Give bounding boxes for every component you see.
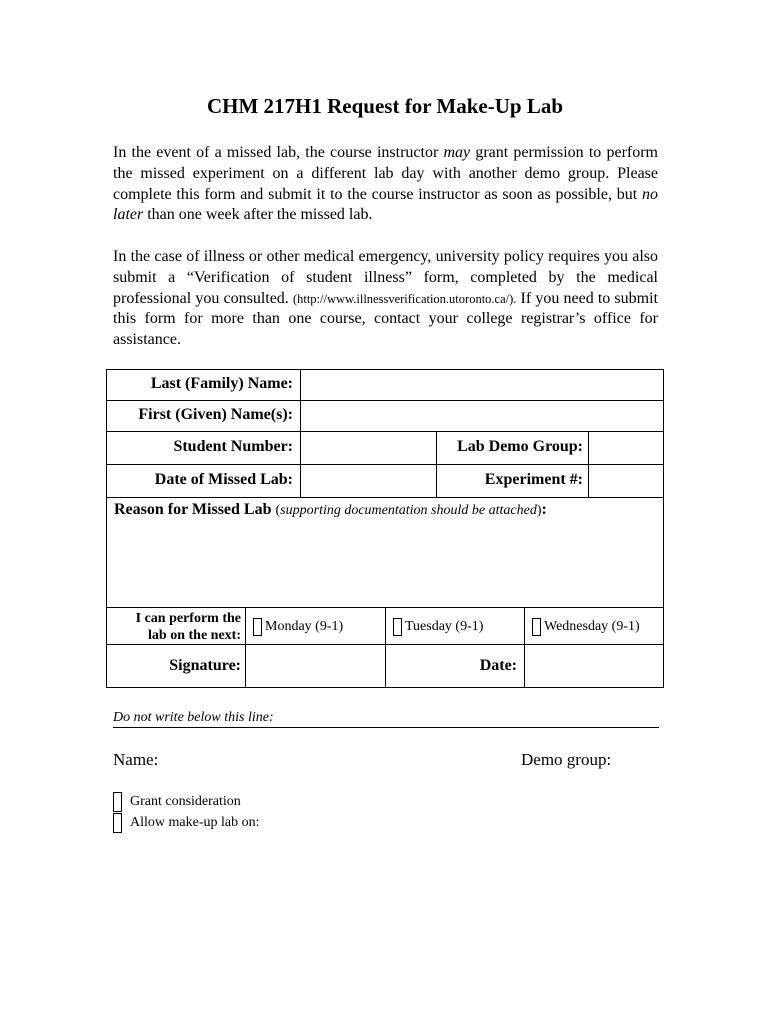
experiment-number-label: Experiment #: — [484, 471, 583, 488]
lab-demo-group-label: Lab Demo Group: — [457, 438, 583, 455]
request-form — [106, 369, 664, 688]
office-demo-group-label: Demo group: — [521, 750, 612, 769]
reason-label: Reason for Missed Lab (supporting documentation should be attached): — [114, 501, 547, 518]
lab-demo-group-field[interactable] — [589, 432, 663, 464]
monday-checkbox[interactable] — [253, 618, 262, 636]
first-name-field[interactable] — [301, 401, 663, 431]
tuesday-checkbox[interactable] — [393, 618, 402, 636]
intro-paragraph: In the event of a missed lab, the course instructor may grant permission to perform the missed experiment on a different lab day with another demo group. Please complete this form and submit it to the course instructor as soon as possible, but no later than one week after the missed lab. — [113, 144, 658, 224]
allow-makeup-checkbox[interactable] — [113, 813, 122, 833]
allow-makeup-option[interactable]: Allow make-up lab on: — [113, 813, 259, 833]
office-name-label: Name: — [113, 750, 159, 769]
office-use-instruction: Do not write below this line: — [113, 710, 274, 725]
student-number-field[interactable] — [301, 432, 436, 464]
illness-paragraph: In the case of illness or other medical emergency, university policy requires you also submit a “Verification of student illness” form, completed by the medical professional you consulted. (http://www.illnessverification.utoronto.ca/). If you need to submit this form for more than one course, contact your college registrar’s office for assistance. — [113, 248, 658, 349]
wednesday-checkbox[interactable] — [532, 618, 541, 636]
date-missed-lab-label: Date of Missed Lab: — [154, 471, 293, 488]
monday-option[interactable]: Monday (9-1) — [253, 618, 343, 636]
experiment-number-field[interactable] — [589, 465, 663, 497]
student-number-label: Student Number: — [173, 438, 293, 455]
divider-line — [113, 727, 659, 728]
date-label: Date: — [479, 657, 517, 674]
signature-label: Signature: — [169, 657, 241, 674]
last-name-field[interactable] — [301, 370, 663, 400]
grant-consideration-checkbox[interactable] — [113, 792, 122, 812]
first-name-label: First (Given) Name(s): — [138, 406, 293, 423]
signature-field[interactable] — [246, 645, 385, 687]
page-title: CHM 217H1 Request for Make-Up Lab — [206, 94, 563, 118]
last-name-label: Last (Family) Name: — [150, 375, 293, 392]
date-missed-lab-field[interactable] — [301, 465, 436, 497]
reason-field[interactable] — [107, 520, 663, 607]
date-field[interactable] — [525, 645, 663, 687]
illness-verification-link[interactable]: (http://www.illnessverification.utoronto.ca/). — [292, 291, 517, 306]
grant-consideration-option[interactable]: Grant consideration — [113, 792, 241, 812]
tuesday-option[interactable]: Tuesday (9-1) — [393, 618, 483, 636]
wednesday-option[interactable]: Wednesday (9-1) — [532, 618, 640, 636]
availability-label: I can perform the lab on the next: — [135, 611, 241, 643]
